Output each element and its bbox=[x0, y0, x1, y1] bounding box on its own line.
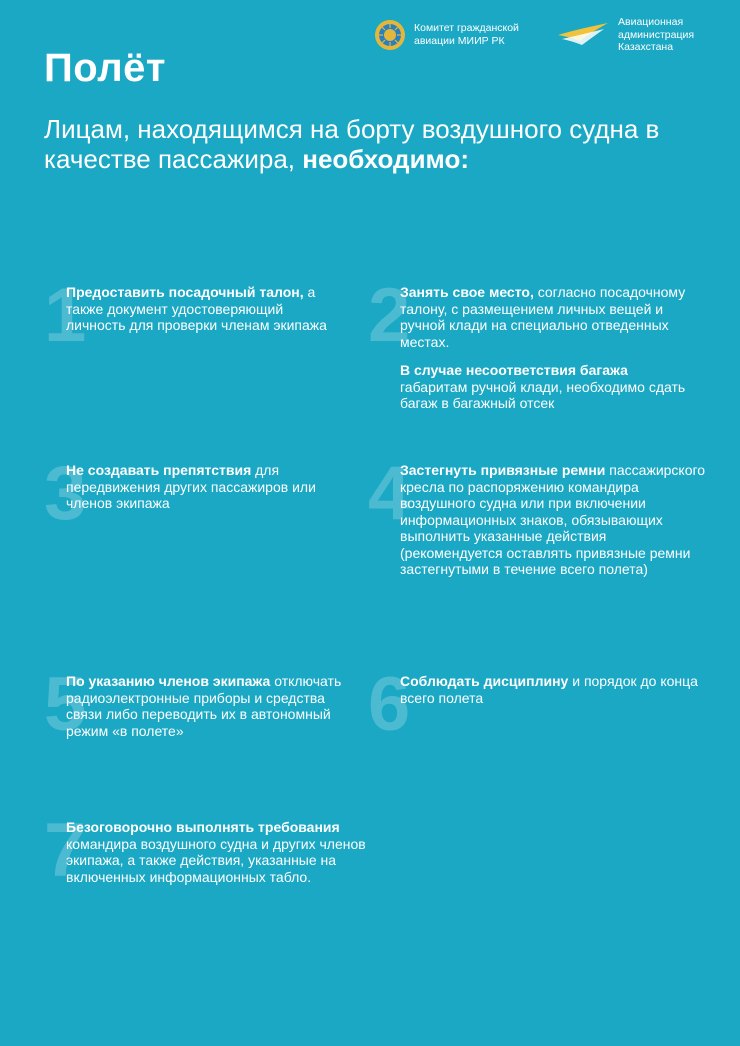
rule-text bbox=[44, 462, 344, 512]
rule-number: 1 bbox=[44, 273, 87, 358]
rule-text bbox=[368, 284, 698, 350]
aviation-admin-logo-text: Авиационная администрация Казахстана bbox=[618, 16, 695, 53]
rule-body: командира воздушного судна и других членов экипажа, а также действия, указанные на включенных информационных табло. bbox=[66, 835, 366, 885]
committee-logo-text: Комитет гражданской авиации МИИР РК bbox=[414, 22, 519, 47]
rule-number: 3 bbox=[44, 451, 87, 536]
rule-bold: Соблюдать дисциплину bbox=[400, 673, 569, 689]
aviation-administration-logo bbox=[556, 16, 710, 54]
subtitle-text: Лицам, находящимся на борту воздушного судна в качестве пассажира, bbox=[44, 114, 660, 174]
rule-number: 6 bbox=[368, 662, 411, 747]
rule-text bbox=[44, 673, 344, 739]
rule-item-7 bbox=[44, 808, 394, 893]
wing-icon bbox=[556, 21, 610, 49]
rule-item-2 bbox=[368, 273, 698, 412]
civil-aviation-committee-logo bbox=[374, 19, 536, 51]
rule-item-4 bbox=[368, 451, 708, 578]
rule-body: согласно посадочному талону, с размещением личных вещей и ручной клади на специально отведенных местах. bbox=[400, 284, 686, 350]
subtitle-bold: необходимо: bbox=[302, 144, 469, 174]
rule-bold-secondary: В случае несоответствия багажа bbox=[400, 362, 628, 378]
rule-text bbox=[44, 284, 344, 334]
rule-item-1 bbox=[44, 273, 344, 358]
rule-number: 7 bbox=[44, 808, 87, 893]
rule-bold: Безоговорочно выполнять требования bbox=[66, 819, 340, 835]
rule-bold: По указанию членов экипажа bbox=[66, 673, 271, 689]
rule-body: и порядок до конца всего полета bbox=[400, 673, 698, 706]
rule-item-5 bbox=[44, 662, 344, 747]
rule-number: 2 bbox=[368, 273, 411, 358]
rule-body: отключать радиоэлектронные приборы и средства связи либо переводить их в автономный режим «в полете» bbox=[66, 673, 342, 739]
rule-text bbox=[368, 673, 698, 706]
kazakhstan-emblem-icon bbox=[374, 19, 406, 51]
rule-text-secondary bbox=[368, 362, 698, 412]
rule-bold: Застегнуть привязные ремни bbox=[400, 462, 606, 478]
rule-bold: Не создавать препятствия bbox=[66, 462, 252, 478]
rule-text bbox=[368, 462, 708, 578]
rule-number: 4 bbox=[368, 451, 411, 536]
header-logos bbox=[374, 16, 710, 54]
rule-bold: Предоставить посадочный талон, bbox=[66, 284, 304, 300]
rule-bold: Занять свое место, bbox=[400, 284, 534, 300]
rule-text bbox=[44, 819, 366, 885]
page-subtitle bbox=[44, 114, 724, 174]
rule-item-3 bbox=[44, 451, 344, 536]
rule-body: а также документ удостоверяющий личность для проверки членам экипажа bbox=[66, 284, 327, 333]
rule-body-secondary: габаритам ручной клади, необходимо сдать багаж в багажный отсек bbox=[400, 378, 686, 411]
rule-number: 5 bbox=[44, 662, 87, 747]
rule-body: для передвижения других пассажиров или членов экипажа bbox=[66, 462, 316, 511]
rule-item-6 bbox=[368, 662, 698, 747]
page-title: Полёт bbox=[44, 46, 166, 90]
rule-body: пассажирского кресла по распоряжению командира воздушного судна или при включении информационных знаков, обязывающих выполнить указанные действия (рекомендуется оставлять привязные ремни застегнутыми в течение всего полета) bbox=[400, 462, 706, 577]
